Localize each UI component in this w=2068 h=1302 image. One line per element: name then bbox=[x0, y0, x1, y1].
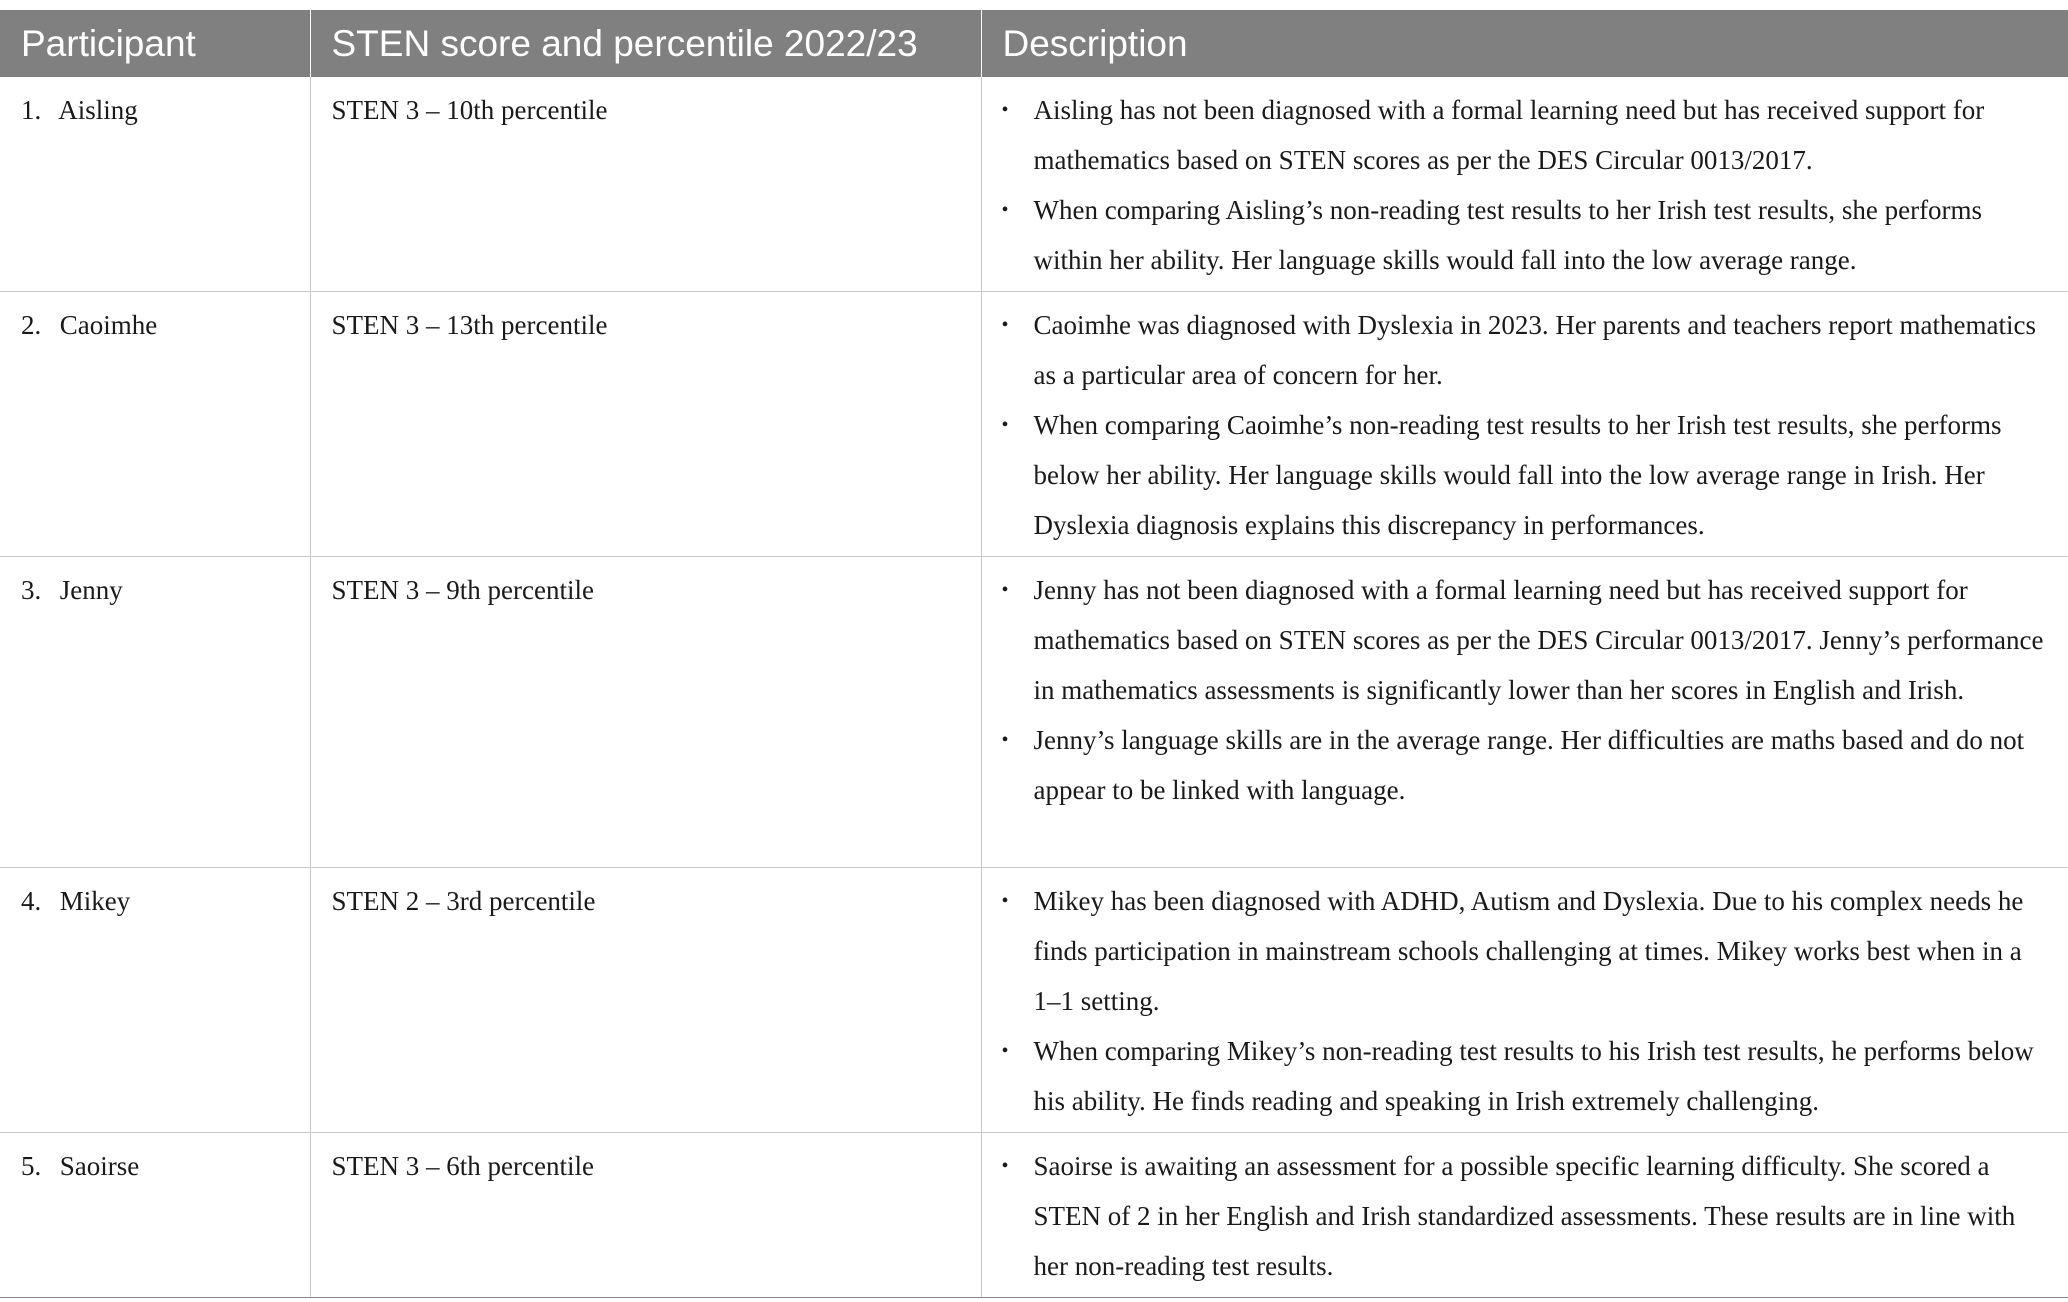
table-body bbox=[0, 77, 2068, 1298]
sten-score: STEN 3 – 9th percentile bbox=[331, 575, 594, 605]
participant-cell bbox=[0, 1133, 310, 1298]
participant-name: Mikey bbox=[59, 886, 131, 916]
table-row bbox=[0, 292, 2068, 557]
sten-cell bbox=[310, 292, 981, 557]
description-item: • When comparing Mikey’s non-reading test results to his Irish test results, he performs below his ability. He finds reading and speaking in Irish extremely challenging. bbox=[982, 1026, 2050, 1126]
bullet-icon: • bbox=[1001, 1155, 1009, 1177]
bullet-icon: • bbox=[1001, 199, 1009, 221]
description-list bbox=[982, 292, 2068, 556]
sten-score: STEN 3 – 6th percentile bbox=[331, 1151, 594, 1181]
description-item: • Mikey has been diagnosed with ADHD, Autism and Dyslexia. Due to his complex needs he finds participation in mainstream schools challenging at times. Mikey works best when in a 1–1 setting. bbox=[982, 876, 2050, 1026]
participant-number: 3. bbox=[21, 575, 42, 605]
description-list bbox=[982, 557, 2068, 821]
description-cell bbox=[981, 868, 2068, 1133]
participant-number: 5. bbox=[21, 1151, 42, 1181]
participant-cell bbox=[0, 557, 310, 868]
description-cell bbox=[981, 557, 2068, 868]
description-item: • Saoirse is awaiting an assessment for a possible specific learning difficulty. She scored a STEN of 2 in her English and Irish standardized assessments. These results are in line with her non-reading test results. bbox=[982, 1141, 2050, 1291]
header-participant: Participant bbox=[0, 10, 310, 77]
participant-name: Saoirse bbox=[59, 1151, 140, 1181]
sten-cell bbox=[310, 868, 981, 1133]
table-row bbox=[0, 557, 2068, 868]
participant-name: Aisling bbox=[58, 95, 138, 125]
bullet-icon: • bbox=[1001, 579, 1009, 601]
sten-score: STEN 3 – 10th percentile bbox=[331, 95, 608, 125]
sten-cell bbox=[310, 557, 981, 868]
participant-number: 2. bbox=[21, 310, 42, 340]
bullet-icon: • bbox=[1001, 99, 1009, 121]
table-row bbox=[0, 868, 2068, 1133]
description-list bbox=[982, 1133, 2068, 1297]
table-header bbox=[0, 10, 2068, 77]
participant-cell bbox=[0, 292, 310, 557]
bullet-icon: • bbox=[1001, 1040, 1009, 1062]
sten-cell bbox=[310, 77, 981, 292]
description-item: • Jenny’s language skills are in the average range. Her difficulties are maths based and do not appear to be linked with language. bbox=[982, 715, 2050, 815]
table-row bbox=[0, 1133, 2068, 1298]
bullet-icon: • bbox=[1001, 890, 1009, 912]
description-cell bbox=[981, 292, 2068, 557]
description-item: • When comparing Aisling’s non-reading test results to her Irish test results, she performs within her ability. Her language skills would fall into the low average range. bbox=[982, 185, 2050, 285]
table-row bbox=[0, 77, 2068, 292]
participant-name: Jenny bbox=[59, 575, 123, 605]
description-item: • Caoimhe was diagnosed with Dyslexia in 2023. Her parents and teachers report mathematics as a particular area of concern for her. bbox=[982, 300, 2050, 400]
bullet-icon: • bbox=[1001, 729, 1009, 751]
header-sten: STEN score and percentile 2022/23 bbox=[310, 10, 981, 77]
description-cell bbox=[981, 1133, 2068, 1298]
description-cell bbox=[981, 77, 2068, 292]
description-item: • When comparing Caoimhe’s non-reading test results to her Irish test results, she performs below her ability. Her language skills would fall into the low average range in Irish. Her Dyslexia diagnosis explains this discrepancy in performances. bbox=[982, 400, 2050, 550]
description-item: • Jenny has not been diagnosed with a formal learning need but has received support for mathematics based on STEN scores as per the DES Circular 0013/2017. Jenny’s performance in mathematics assessments is significantly lower than her scores in English and Irish. bbox=[982, 565, 2050, 715]
participant-number: 4. bbox=[21, 886, 42, 916]
bullet-icon: • bbox=[1001, 414, 1009, 436]
sten-score: STEN 2 – 3rd percentile bbox=[331, 886, 596, 916]
description-list bbox=[982, 868, 2068, 1132]
participant-number: 1. bbox=[21, 95, 42, 125]
bullet-icon: • bbox=[1001, 314, 1009, 336]
description-list bbox=[982, 77, 2068, 291]
sten-cell bbox=[310, 1133, 981, 1298]
header-row bbox=[0, 10, 2068, 77]
participant-cell bbox=[0, 77, 310, 292]
participants-table bbox=[0, 10, 2068, 1298]
sten-score: STEN 3 – 13th percentile bbox=[331, 310, 608, 340]
header-description: Description bbox=[981, 10, 2068, 77]
participant-name: Caoimhe bbox=[59, 310, 158, 340]
description-item: • Aisling has not been diagnosed with a formal learning need but has received support for mathematics based on STEN scores as per the DES Circular 0013/2017. bbox=[982, 85, 2050, 185]
participant-cell bbox=[0, 868, 310, 1133]
